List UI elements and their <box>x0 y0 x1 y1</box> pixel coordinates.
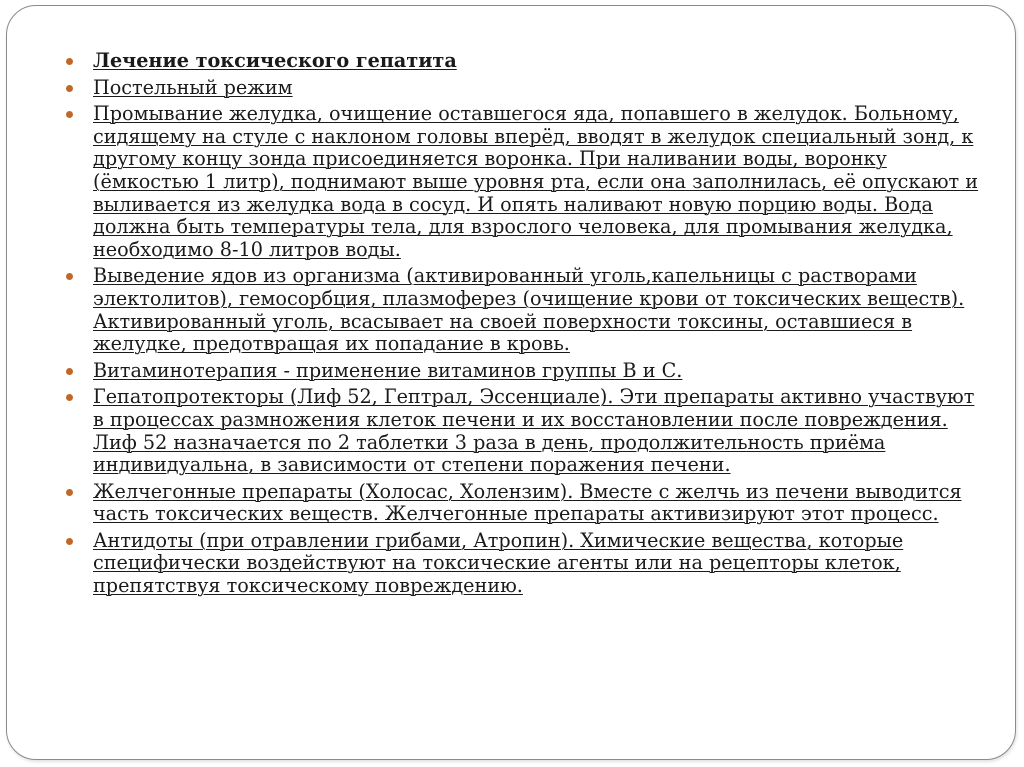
slide-frame <box>6 5 1016 760</box>
treatment-list <box>63 50 983 602</box>
list-item <box>63 530 983 598</box>
bullet-icon <box>66 85 73 92</box>
list-item <box>63 50 983 73</box>
list-item-text: Выведение ядов из организма (активированный уголь,капельницы с растворами электолитов), гемосорбция, плазмоферез (очищение крови от токсических веществ). Активированный уголь, всасывает на своей поверхности токсины, оставшиеся в желудке, предотвращая их попадание в кровь. <box>93 264 965 356</box>
bullet-icon <box>66 538 73 545</box>
list-item <box>63 386 983 476</box>
slide-heading: Лечение токсического гепатита <box>93 49 457 72</box>
list-item <box>63 481 983 526</box>
bullet-icon <box>66 368 73 375</box>
list-item-text: Гепатопротекторы (Лиф 52, Гептрал, Эссенциале). Эти препараты активно участвуют в процессах размножения клеток печени и их восстановлении после повреждения. Лиф 52 назначается по 2 таблетки 3 раза в день, продолжительность приёма индивидуальна, в зависимости от степени поражения печени. <box>93 385 975 477</box>
list-item-text: Антидоты (при отравлении грибами, Атропин). Химические вещества, которые специфически воздействуют на токсические агенты или на рецепторы клеток, препятствуя токсическому повреждению. <box>93 528 904 598</box>
list-item-text: Постельный режим <box>93 75 293 99</box>
bullet-icon <box>66 489 73 496</box>
list-item-text: Витаминотерапия - применение витаминов группы В и С. <box>93 358 683 382</box>
bullet-icon <box>66 394 73 401</box>
bullet-icon <box>66 273 73 280</box>
list-item <box>63 103 983 261</box>
list-item-text: Промывание желудка, очищение оставшегося яда, попавшего в желудок. Больному, сидящему на стуле с наклоном головы вперёд, вводят в желудок специальный зонд, к другому концу зонда присоединяется воронка. При наливании воды, воронку (ёмкостью 1 литр), поднимают выше уровня рта, если она заполнилась, её опускают и выливается из желудка вода в сосуд. И опять наливают новую порцию воды. Вода должна быть температуры тела, для взрослого человека, для промывания желудка, необходимо 8-10 литров воды. <box>93 102 979 261</box>
list-item <box>63 77 983 100</box>
bullet-icon <box>66 58 73 65</box>
list-item <box>63 265 983 355</box>
bullet-icon <box>66 111 73 118</box>
list-item-text: Желчегонные препараты (Холосас, Холензим). Вместе с желчь из печени выводится часть токсических веществ. Желчегонные препараты активизируют этот процесс. <box>93 479 962 526</box>
list-item <box>63 360 983 383</box>
